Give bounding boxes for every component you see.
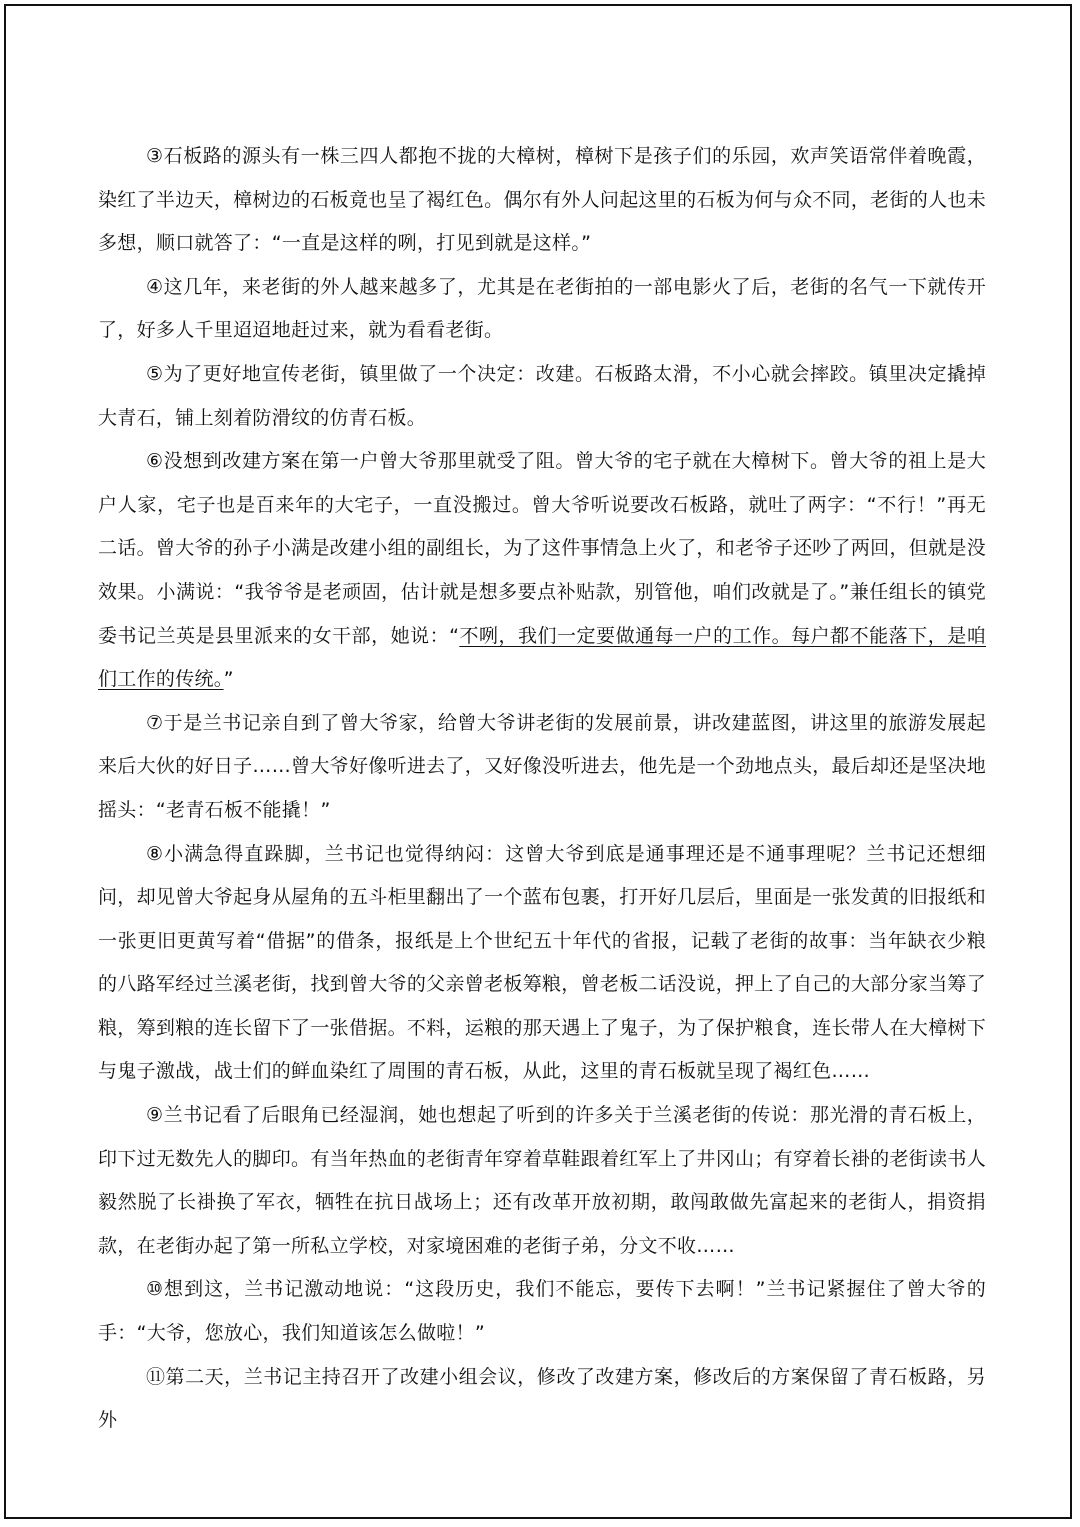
paragraph-10: ⑩想到这，兰书记激动地说：“这段历史，我们不能忘，要传下去啊！”兰书记紧握住了曾大爷的手：“大爷，您放心，我们知道该怎么做啦！” xyxy=(98,1278,986,1345)
paragraph-3: ③石板路的源头有一株三四人都抱不拢的大樟树，樟树下是孩子们的乐园，欢声笑语常伴着晚霞，染红了半边天，樟树边的石板竟也呈了褐红色。偶尔有外人问起这里的石板为何与众不同，老街的人也未多想，顺口就答了：“一直是这样的咧，打见到就是这样。” xyxy=(98,145,986,255)
paragraph-4: ④这几年，来老街的外人越来越多了，尤其是在老街拍的一部电影火了后，老街的名气一下就传开了，好多人千里迢迢地赶过来，就为看看老街。 xyxy=(98,275,986,342)
paragraph-11: ⑪第二天，兰书记主持召开了改建小组会议，修改了改建方案，修改后的方案保留了青石板路，另外 xyxy=(98,1365,986,1432)
paragraph-5: ⑤为了更好地宣传老街，镇里做了一个决定：改建。石板路太滑，不小心就会摔跤。镇里决定撬掉大青石，铺上刻着防滑纹的仿青石板。 xyxy=(98,362,986,429)
paragraph-6-text: ⑥没想到改建方案在第一户曾大爷那里就受了阻。曾大爷的宅子就在大樟树下。曾大爷的祖上是大户人家，宅子也是百来年的大宅子，一直没搬过。曾大爷听说要改石板路，就吐了两字：“不行！”再无二话。曾大爷的孙子小满是改建小组的副组长，为了这件事情急上火了，和老爷子还吵了两回，但就是没效果。小满说：“我爷爷是老顽固，估计就是想多要点补贴款，别管他，咱们改就是了。”兼任组长的镇党委书记兰英是县里派来的女干部，她说：“ xyxy=(98,450,986,647)
paragraph-9: ⑨兰书记看了后眼角已经湿润，她也想起了听到的许多关于兰溪老街的传说：那光滑的青石板上，印下过无数先人的脚印。有当年热血的老街青年穿着草鞋跟着红军上了井冈山；有穿着长褂的老街读书人毅然脱了长褂换了军衣，牺牲在抗日战场上；还有改革开放初期，敢闯敢做先富起来的老街人，捐资捐款，在老街办起了第一所私立学校，对家境困难的老街子弟，分文不收…… xyxy=(98,1104,986,1257)
underlined-quote: 不咧，我们一定要做通每一户的工作。每户都不能落下，是咱们工作的传统。 xyxy=(98,624,987,691)
paragraph-6-closing-quote: ” xyxy=(223,668,234,691)
paragraph-7: ⑦于是兰书记亲自到了曾大爷家，给曾大爷讲老街的发展前景，讲改建蓝图，讲这里的旅游发展起来后大伙的好日子……曾大爷好像听进去了，又好像没听进去，他先是一个劲地点头，最后却还是坚决地摇头：“老青石板不能撬！” xyxy=(98,711,986,821)
paragraph-6 xyxy=(98,440,986,702)
article-body xyxy=(98,135,986,1443)
paragraph-8: ⑧小满急得直跺脚，兰书记也觉得纳闷：这曾大爷到底是通事理还是不通事理呢？兰书记还想细问，却见曾大爷起身从屋角的五斗柜里翻出了一个蓝布包裹，打开好几层后，里面是一张发黄的旧报纸和一张更旧更黄写着“借据”的借条，报纸是上个世纪五十年代的省报，记载了老街的故事：当年缺衣少粮的八路军经过兰溪老街，找到曾大爷的父亲曾老板筹粮，曾老板二话没说，押上了自己的大部分家当筹了粮，筹到粮的连长留下了一张借据。不料，运粮的那天遇上了鬼子，为了保护粮食，连长带人在大樟树下与鬼子激战，战士们的鲜血染红了周围的青石板，从此，这里的青石板就呈现了褐红色…… xyxy=(98,842,986,1083)
